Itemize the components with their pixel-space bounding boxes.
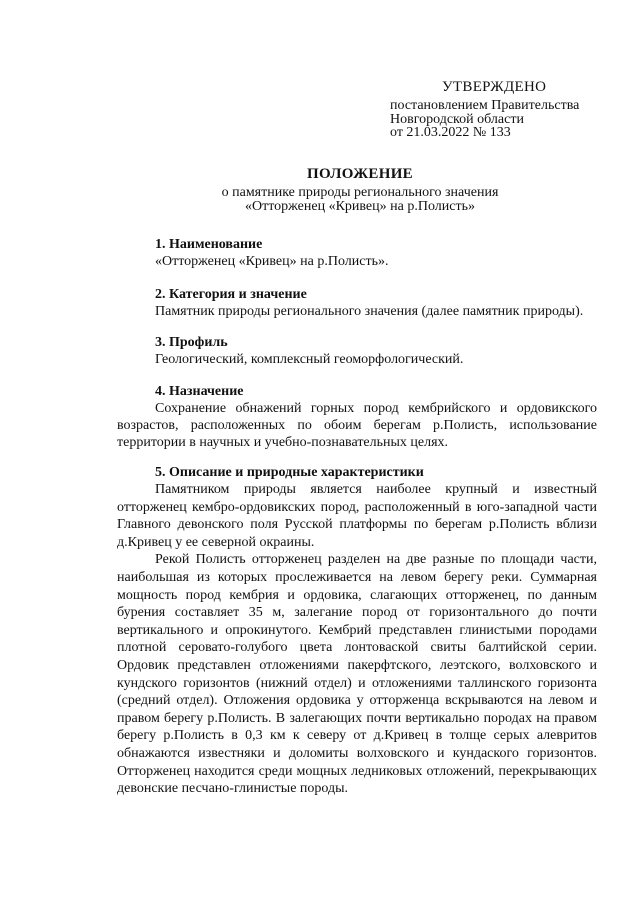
section-paragraph: Сохранение обнажений горных пород кембрийского и ордовикского возрастов, расположенных по обоим берегам р.Полисть, использование территории в научных и учебно-познавательных целях. bbox=[117, 401, 597, 450]
approval-stamp bbox=[390, 78, 630, 140]
approved-label: УТВЕРЖДЕНО bbox=[442, 79, 547, 95]
section-category bbox=[117, 286, 597, 320]
section-heading: 1. Наименование bbox=[155, 237, 263, 252]
section-heading: 2. Категория и значение bbox=[155, 287, 307, 302]
section-paragraph: Памятник природы регионального значения (далее памятник природы). bbox=[155, 304, 584, 319]
section-name bbox=[117, 236, 597, 270]
section-purpose bbox=[117, 383, 597, 451]
section-heading: 5. Описание и природные характеристики bbox=[155, 465, 424, 480]
approval-line-1: постановлением Правительства bbox=[390, 98, 580, 113]
section-paragraph: Памятником природы является наиболее крупный и известный отторженец кембро-ордовикских пород, расположенный в юго-западной части Главного девонского поля Русской платформы по берегам р.Полисть вблизи д.Кривец у ее северной окраины. bbox=[117, 482, 597, 550]
approval-line-2: Новгородской области bbox=[390, 111, 524, 127]
section-profile bbox=[117, 334, 597, 368]
section-paragraph: «Отторженец «Кривец» на р.Полисть». bbox=[155, 254, 389, 269]
section-heading: 4. Назначение bbox=[155, 384, 244, 399]
document-title: ПОЛОЖЕНИЕ bbox=[307, 166, 413, 182]
section-paragraph: Геологический, комплексный геоморфологический. bbox=[155, 352, 464, 367]
approval-line-3: от 21.03.2022 № 133 bbox=[390, 125, 511, 140]
document-subtitle-2: «Отторженец «Кривец» на р.Полисть» bbox=[245, 199, 475, 214]
section-description bbox=[117, 464, 597, 798]
section-paragraph: Рекой Полисть отторженец разделен на две разные по площади части, наибольшая из которых прослеживается на левом берегу реки. Суммарная мощность пород кембрия и ордовика, слагающих отторженец, по данным бурения составляет 35 м, залегание пород от горизонтального до почти вертикального и опрокинутого. Кембрий представлен глинистыми породами плотной серовато-голубого цвета лонтоваской свиты балтийской серии. Ордовик представлен отложениями пакерфтского, леэтского, волховского и кундского горизонтов (нижний отдел) и отложениями таллинского горизонта (средний отдел). Отложения ордовика у отторженца вскрываются на левом и правом берегу р.Полисть. В залегающих почти вертикально породах на правом берегу р.Полисть в 0,3 км к северу от д.Кривец в толще серых алевритов обнажаются известняки и доломиты волховского и кундаского горизонтов. Отторженец находится среди мощных ледниковых отложений, перекрывающих девонские песчано-глинистые породы. bbox=[117, 552, 597, 797]
section-heading: 3. Профиль bbox=[155, 335, 228, 350]
document-subtitle-1: о памятнике природы регионального значения bbox=[221, 185, 499, 200]
